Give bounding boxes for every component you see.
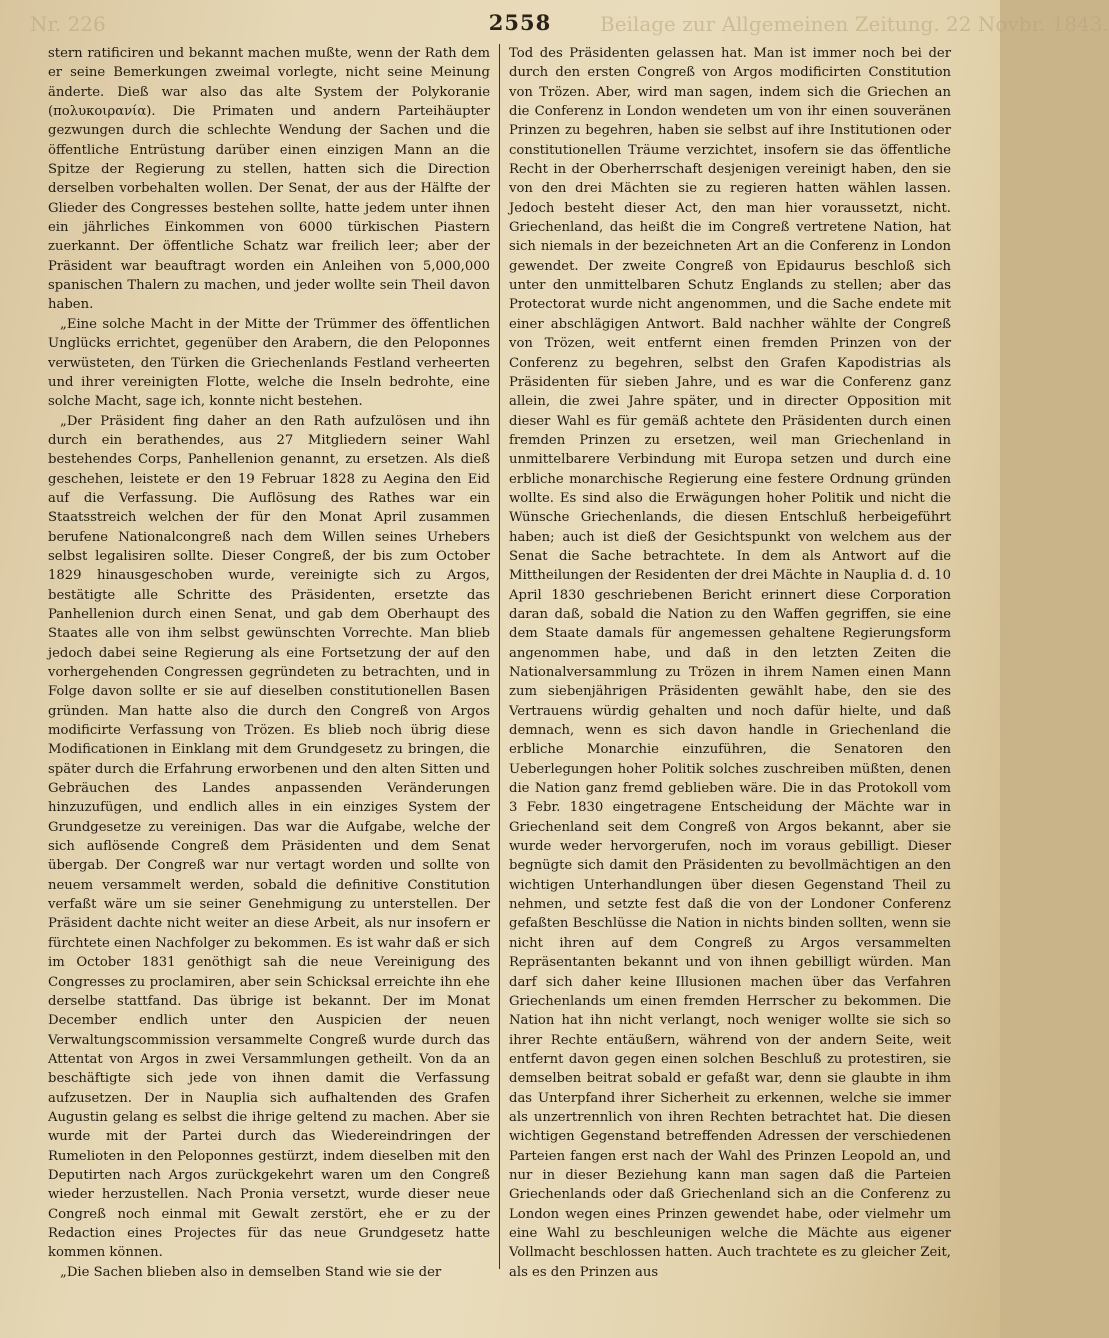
page-number: 2558 <box>488 10 552 35</box>
left-paragraph-3: „Der Präsident fing daher an den Rath aufzulösen und ihn durch ein berathendes, aus 27 Mitgliedern seiner Wahl bestehendes Corps, Panhellenion genannt, zu ersetzen. Als dieß geschehen, leistete er den 19 Februar 1828 zu Aegina den Eid auf die Verfassung. Die Auflösung des Rathes war ein Staatsstreich welchen der für den Monat April zusammen berufene Nationalcongreß nach dem Willen seines Urhebers selbst legalisiren sollte. Dieser Congreß, der bis zum October 1829 hinausgeschoben wurde, vereinigte sich zu Argos, bestätigte alle Schritte des Präsidenten, ersetzte das Panhellenion durch einen Senat, und gab dem Oberhaupt des Staates alle von ihm selbst gewünschten Vorrechte. Man blieb jedoch dabei seine Regierung als eine Fortsetzung der auf den vorhergehenden Congressen gegründeten zu betrachten, und in Folge davon sollte er sie auf dieselben constitutionellen Basen gründen. Man hatte also die durch den Congreß von Argos modificirte Verfassung von Trözen. Es blieb noch übrig diese Modificationen in Einklang mit dem Grundgesetz zu bringen, die später durch die Erfahrung erworbenen und den alten Sitten und Gebräuchen des Landes anpassenden Veränderungen hinzuzufügen, und endlich alles in ein einziges System der Grundgesetze zu vereinigen. Das war die Aufgabe, welche der sich auflösende Congreß dem Präsidenten und dem Senat übergab. Der Congreß war nur vertagt worden und sollte von neuem versammelt werden, sobald die definitive Constitution verfaßt wäre um sie seiner Genehmigung zu unterstellen. Der Präsident dachte nicht weiter an diese Arbeit, als nur insofern er fürchtete einen Nachfolger zu bekommen. Es ist wahr daß er sich im October 1831 genöthigt sah die neue Vereinigung des Congresses zu proclamiren, aber sein Schicksal erreichte ihn ehe derselbe stattfand. Das übrige ist bekannt. Der im Monat December endlich unter den Auspicien der neuen Verwaltungscommission versammelte Congreß wurde durch das Attentat von Argos in zwei Versammlungen getheilt. Von da an beschäftigte sich jede von ihnen damit die Verfassung aufzusetzen. Der in Nauplia sich aufhaltenden des Grafen Augustin gelang es selbst die ihrige geltend zu machen. Aber sie wurde mit der Partei durch das Wiedereindringen der Rumelioten in den Peloponnes gestürzt, indem dieselben mit den Deputirten nach Argos zurückgekehrt waren um den Congreß wieder herzustellen. Nach Pronia versetzt, wurde dieser neue Congreß noch einmal mit Gewalt zerstört, ehe er zu der Redaction eines Projectes für das neue Grundgesetz hatte kommen können. <box>48 413 490 1261</box>
bleed-through-text-right: Beilage zur Allgemeinen Zeitung. 22 Novbr. 1843. <box>600 12 1109 36</box>
left-column <box>48 44 490 1282</box>
right-column <box>509 44 951 1282</box>
column-divider <box>499 44 500 1269</box>
right-paragraph-1: Tod des Präsidenten gelassen hat. Man ist immer noch bei der durch den ersten Congreß von Argos modificirten Constitution von Trözen. Aber, wird man sagen, indem sich die Griechen an die Conferenz in London wendeten um von ihr einen souveränen Prinzen zu begehren, haben sie selbst auf ihre Institutionen oder constitutionellen Träume verzichtet, insofern sie das öffentliche Recht in der Oberherrschaft desjenigen vereinigt haben, den sie von den drei Mächten sie zu regieren hatten wählen lassen. Jedoch besteht dieser Act, den man hier voraussetzt, nicht. Griechenland, das heißt die im Congreß vertretene Nation, hat sich niemals in der bezeichneten Art an die Conferenz in London gewendet. Der zweite Congreß von Epidaurus beschloß sich unter den unmittelbaren Schutz Englands zu stellen; aber das Protectorat wurde nicht angenommen, und die Sache endete mit einer abschlägigen Antwort. Bald nachher wählte der Congreß von Trözen, weit entfernt einen fremden Prinzen von der Conferenz zu begehren, selbst den Grafen Kapodistrias als Präsidenten für sieben Jahre, und es war die Conferenz ganz allein, die zwei Jahre später, und in directer Opposition mit dieser Wahl es für gemäß achtete den Präsidenten durch einen fremden Prinzen zu ersetzen, weil man Griechenland in unmittelbarere Verbindung mit Europa setzen und durch eine erbliche monarchische Regierung eine festere Ordnung gründen wollte. Es sind also die Erwägungen hoher Politik und nicht die Wünsche Griechenlands, die diesen Entschluß herbeigeführt haben; auch ist dieß der Gesichtspunkt von welchem aus der Senat die Sache betrachtete. In dem als Antwort auf die Mittheilungen der Residenten der drei Mächte in Nauplia d. d. 10 April 1830 geschriebenen Bericht erinnert diese Corporation daran daß, sobald die Nation zu den Waffen gegriffen, sie eine dem Staate damals für angemessen gehaltene Regierungsform angenommen habe, und daß in den letzten Zeiten die Nationalversammlung zu Trözen in ihrem Namen einen Mann zum siebenjährigen Präsidenten gewählt habe, den sie des Vertrauens würdig gehalten und noch dafür hielte, und daß demnach, wenn es sich davon handle in Griechenland die erbliche Monarchie einzuführen, die Senatoren den Ueberlegungen hoher Politik solches zuschreiben müßten, denen die Nation ganz fremd geblieben wäre. Die in das Protokoll vom 3 Febr. 1830 eingetragene Entscheidung der Mächte war in Griechenland seit dem Congreß von Argos bekannt, aber sie wurde weder hervorgerufen, noch im voraus gebilligt. Dieser begnügte sich damit den Präsidenten zu bevollmächtigen an den wichtigen Unterhandlungen über diesen Gegenstand Theil zu nehmen, und setzte fest daß die von der Londoner Conferenz gefaßten Beschlüsse die Nation in nichts binden sollten, wenn sie nicht ihren auf dem Congreß zu Argos versammelten Repräsentanten bekannt und von ihnen gebilligt würden. Man darf sich daher keine Illusionen machen über das Verfahren Griechenlands um einen fremden Herrscher zu bekommen. Die Nation hat ihn nicht verlangt, noch weniger wollte sie sich so ihrer Rechte entäußern, während von der andern Seite, weit entfernt davon gegen einen solchen Beschluß zu protestiren, sie demselben beitrat sobald er gefaßt war, denn sie glaubte in ihm das Unterpfand ihrer Sicherheit zu erkennen, welche sie immer als unzertrennlich von ihren Rechten betrachtet hat. Die diesen wichtigen Gegenstand betreffenden Adressen der verschiedenen Parteien fangen erst nach der Wahl des Prinzen Leopold an, und nur in dieser Beziehung kann man sagen daß die Parteien Griechenlands oder daß Griechenland sich an die Conferenz zu London wegen eines Prinzen gewendet habe, oder vielmehr um eine Wahl zu beschleunigen welche die Mächte aus eigener Vollmacht beschlossen hatten. Auch trachtete es zu gleicher Zeit, als es den Prinzen aus <box>509 46 951 1280</box>
left-paragraph-2: „Eine solche Macht in der Mitte der Trümmer des öffentlichen Unglücks errichtet, gegenüber den Arabern, die den Peloponnes verwüsteten, den Türken die Griechenlands Festland verheerten und ihrer vereinigten Flotte, welche die Inseln bedrohte, eine solche Macht, sage ich, konnte nicht bestehen. <box>48 316 490 410</box>
bleed-through-text-left: Nr. 226 <box>30 12 106 36</box>
left-paragraph-1: stern ratificiren und bekannt machen mußte, wenn der Rath dem er seine Bemerkungen zweimal vorlegte, nicht seine Meinung änderte. Dieß war also das alte System der Polykoranie (πολυκοιρανία). Die Primaten und andern Parteihäupter gezwungen durch die schlechte Wendung der Sachen und die öffentliche Entrüstung darüber einen einzigen Mann an die Spitze der Regierung zu stellen, hatten sich die Direction derselben vorbehalten wollen. Der Senat, der aus der Hälfte der Glieder des Congresses bestehen sollte, hatte jedem unter ihnen ein jährliches Einkommen von 6000 türkischen Piastern zuerkannt. Der öffentliche Schatz war freilich leer; aber der Präsident war beauftragt worden ein Anleihen von 5,000,000 spanischen Thalern zu machen, und jeder wollte sein Theil davon haben. <box>48 46 490 313</box>
left-paragraph-4: „Die Sachen blieben also in demselben Stand wie sie der <box>60 1264 442 1280</box>
page-header <box>0 10 1109 40</box>
